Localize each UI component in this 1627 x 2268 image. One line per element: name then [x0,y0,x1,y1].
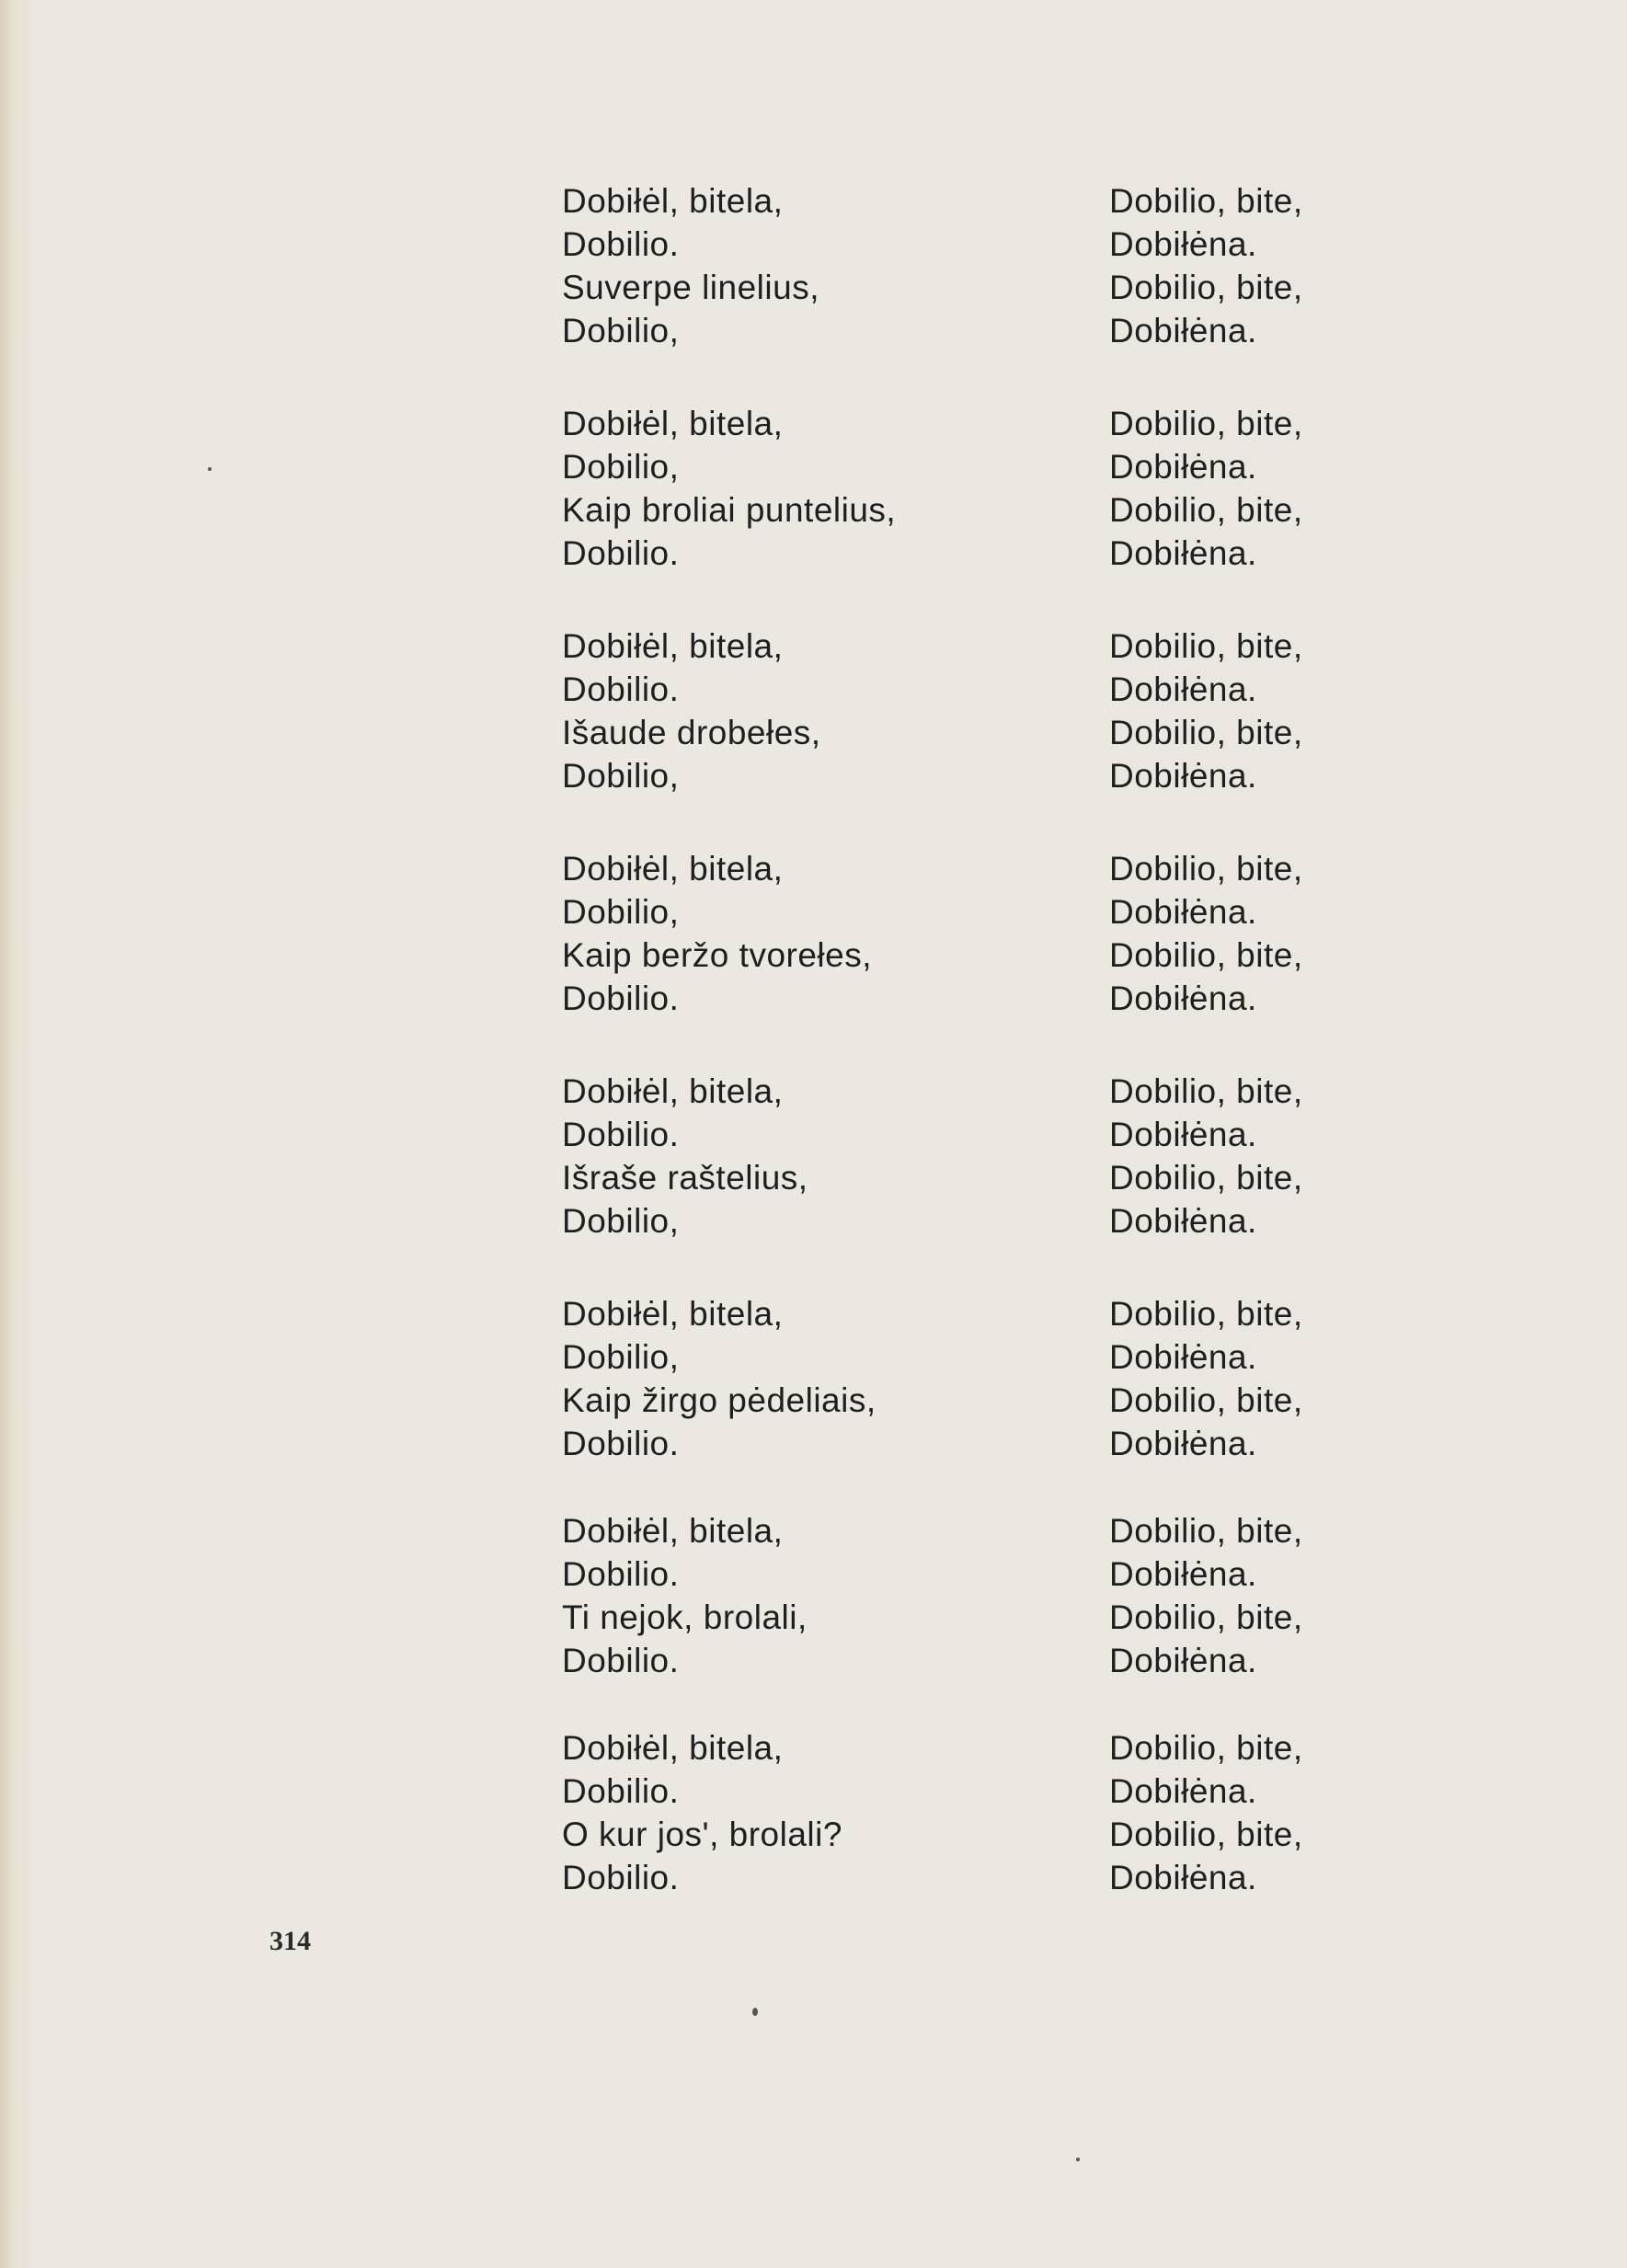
refrain-line: Dobilio, bite, [1109,1598,1303,1636]
refrain-line: Dobilio, bite, [1109,936,1303,974]
verse-line: Dobiłėl, bitela, [562,405,784,442]
verse-line: Kaip žirgo pėdeliais, [562,1381,877,1419]
verse-line: Suverpe linelius, [562,269,819,306]
refrain-line: Dobilio, bite, [1109,1159,1303,1197]
refrain-line: Dobiłėna. [1109,1338,1257,1376]
stanza-2 [0,402,1627,586]
refrain-line: Dobiłėna. [1109,1859,1257,1896]
refrain-line: Dobilio, bite, [1109,1295,1303,1333]
stanza-4 [0,847,1627,1031]
refrain-line: Dobilio, bite, [1109,269,1303,306]
verse-line: Dobilio, [562,1338,680,1376]
verse-line: Dobiłėl, bitela, [562,1072,784,1110]
verse-line: Dobilio, [562,757,680,795]
refrain-line: Dobilio, bite, [1109,850,1303,888]
stanza-5 [0,1070,1627,1254]
stanza-6 [0,1292,1627,1476]
refrain-line: Dobilio, bite, [1109,405,1303,442]
refrain-line: Dobiłėna. [1109,1772,1257,1810]
refrain-line: Dobilio, bite, [1109,1816,1303,1853]
verse-line: Dobilio. [562,1555,680,1593]
verse-line: Dobilio. [562,1772,680,1810]
refrain-line: Dobiłėna. [1109,225,1257,263]
verse-line: Dobilio, [562,893,680,931]
stanza-1 [0,179,1627,363]
verse-line: Dobilio. [562,1642,680,1679]
stanza-7 [0,1509,1627,1693]
refrain-line: Dobilio, bite, [1109,491,1303,529]
refrain-line: Dobiłėna. [1109,757,1257,795]
verse-line: Dobilio. [562,670,680,708]
refrain-line: Dobiłėna. [1109,979,1257,1017]
refrain-line: Dobiłėna. [1109,670,1257,708]
verse-line: Dobilio. [562,979,680,1017]
verse-line: Dobiłėl, bitela, [562,182,784,220]
refrain-line: Dobilio, bite, [1109,1381,1303,1419]
verse-line: Dobilio, [562,1202,680,1240]
stanza-8 [0,1726,1627,1910]
verse-line: Dobilio. [562,225,680,263]
refrain-line: Dobiłėna. [1109,1425,1257,1462]
verse-line: O kur jos', brolali? [562,1816,842,1853]
refrain-line: Dobilio, bite, [1109,714,1303,751]
paper-speck [752,2008,758,2016]
verse-line: Dobiłėl, bitela, [562,850,784,888]
refrain-line: Dobilio, bite, [1109,1072,1303,1110]
refrain-line: Dobiłėna. [1109,1642,1257,1679]
verse-line: Išaude drobełes, [562,714,821,751]
refrain-line: Dobilio, bite, [1109,182,1303,220]
verse-line: Dobilio. [562,1425,680,1462]
verse-line: Dobiłėl, bitela, [562,1512,784,1550]
page-number: 314 [269,1926,311,1956]
refrain-line: Dobiłėna. [1109,1116,1257,1153]
refrain-line: Dobiłėna. [1109,534,1257,572]
refrain-line: Dobilio, bite, [1109,627,1303,665]
paper-speck [208,467,212,471]
verse-line: Išraše raštelius, [562,1159,808,1197]
verse-line: Kaip broliai puntelius, [562,491,897,529]
refrain-line: Dobiłėna. [1109,448,1257,486]
verse-line: Dobilio, [562,312,680,349]
refrain-line: Dobiłėna. [1109,893,1257,931]
verse-line: Dobilio. [562,534,680,572]
verse-line: Dobiłėl, bitela, [562,627,784,665]
verse-line: Dobiłėl, bitela, [562,1295,784,1333]
refrain-line: Dobiłėna. [1109,1555,1257,1593]
verse-line: Dobilio, [562,448,680,486]
refrain-line: Dobilio, bite, [1109,1512,1303,1550]
verse-line: Ti nejok, brolali, [562,1598,808,1636]
paper-speck [1076,2158,1080,2161]
refrain-line: Dobiłėna. [1109,1202,1257,1240]
refrain-line: Dobilio, bite, [1109,1729,1303,1767]
refrain-line: Dobiłėna. [1109,312,1257,349]
verse-line: Kaip beržo tvorełes, [562,936,873,974]
verse-line: Dobilio. [562,1859,680,1896]
stanza-3 [0,624,1627,808]
verse-line: Dobiłėl, bitela, [562,1729,784,1767]
verse-line: Dobilio. [562,1116,680,1153]
